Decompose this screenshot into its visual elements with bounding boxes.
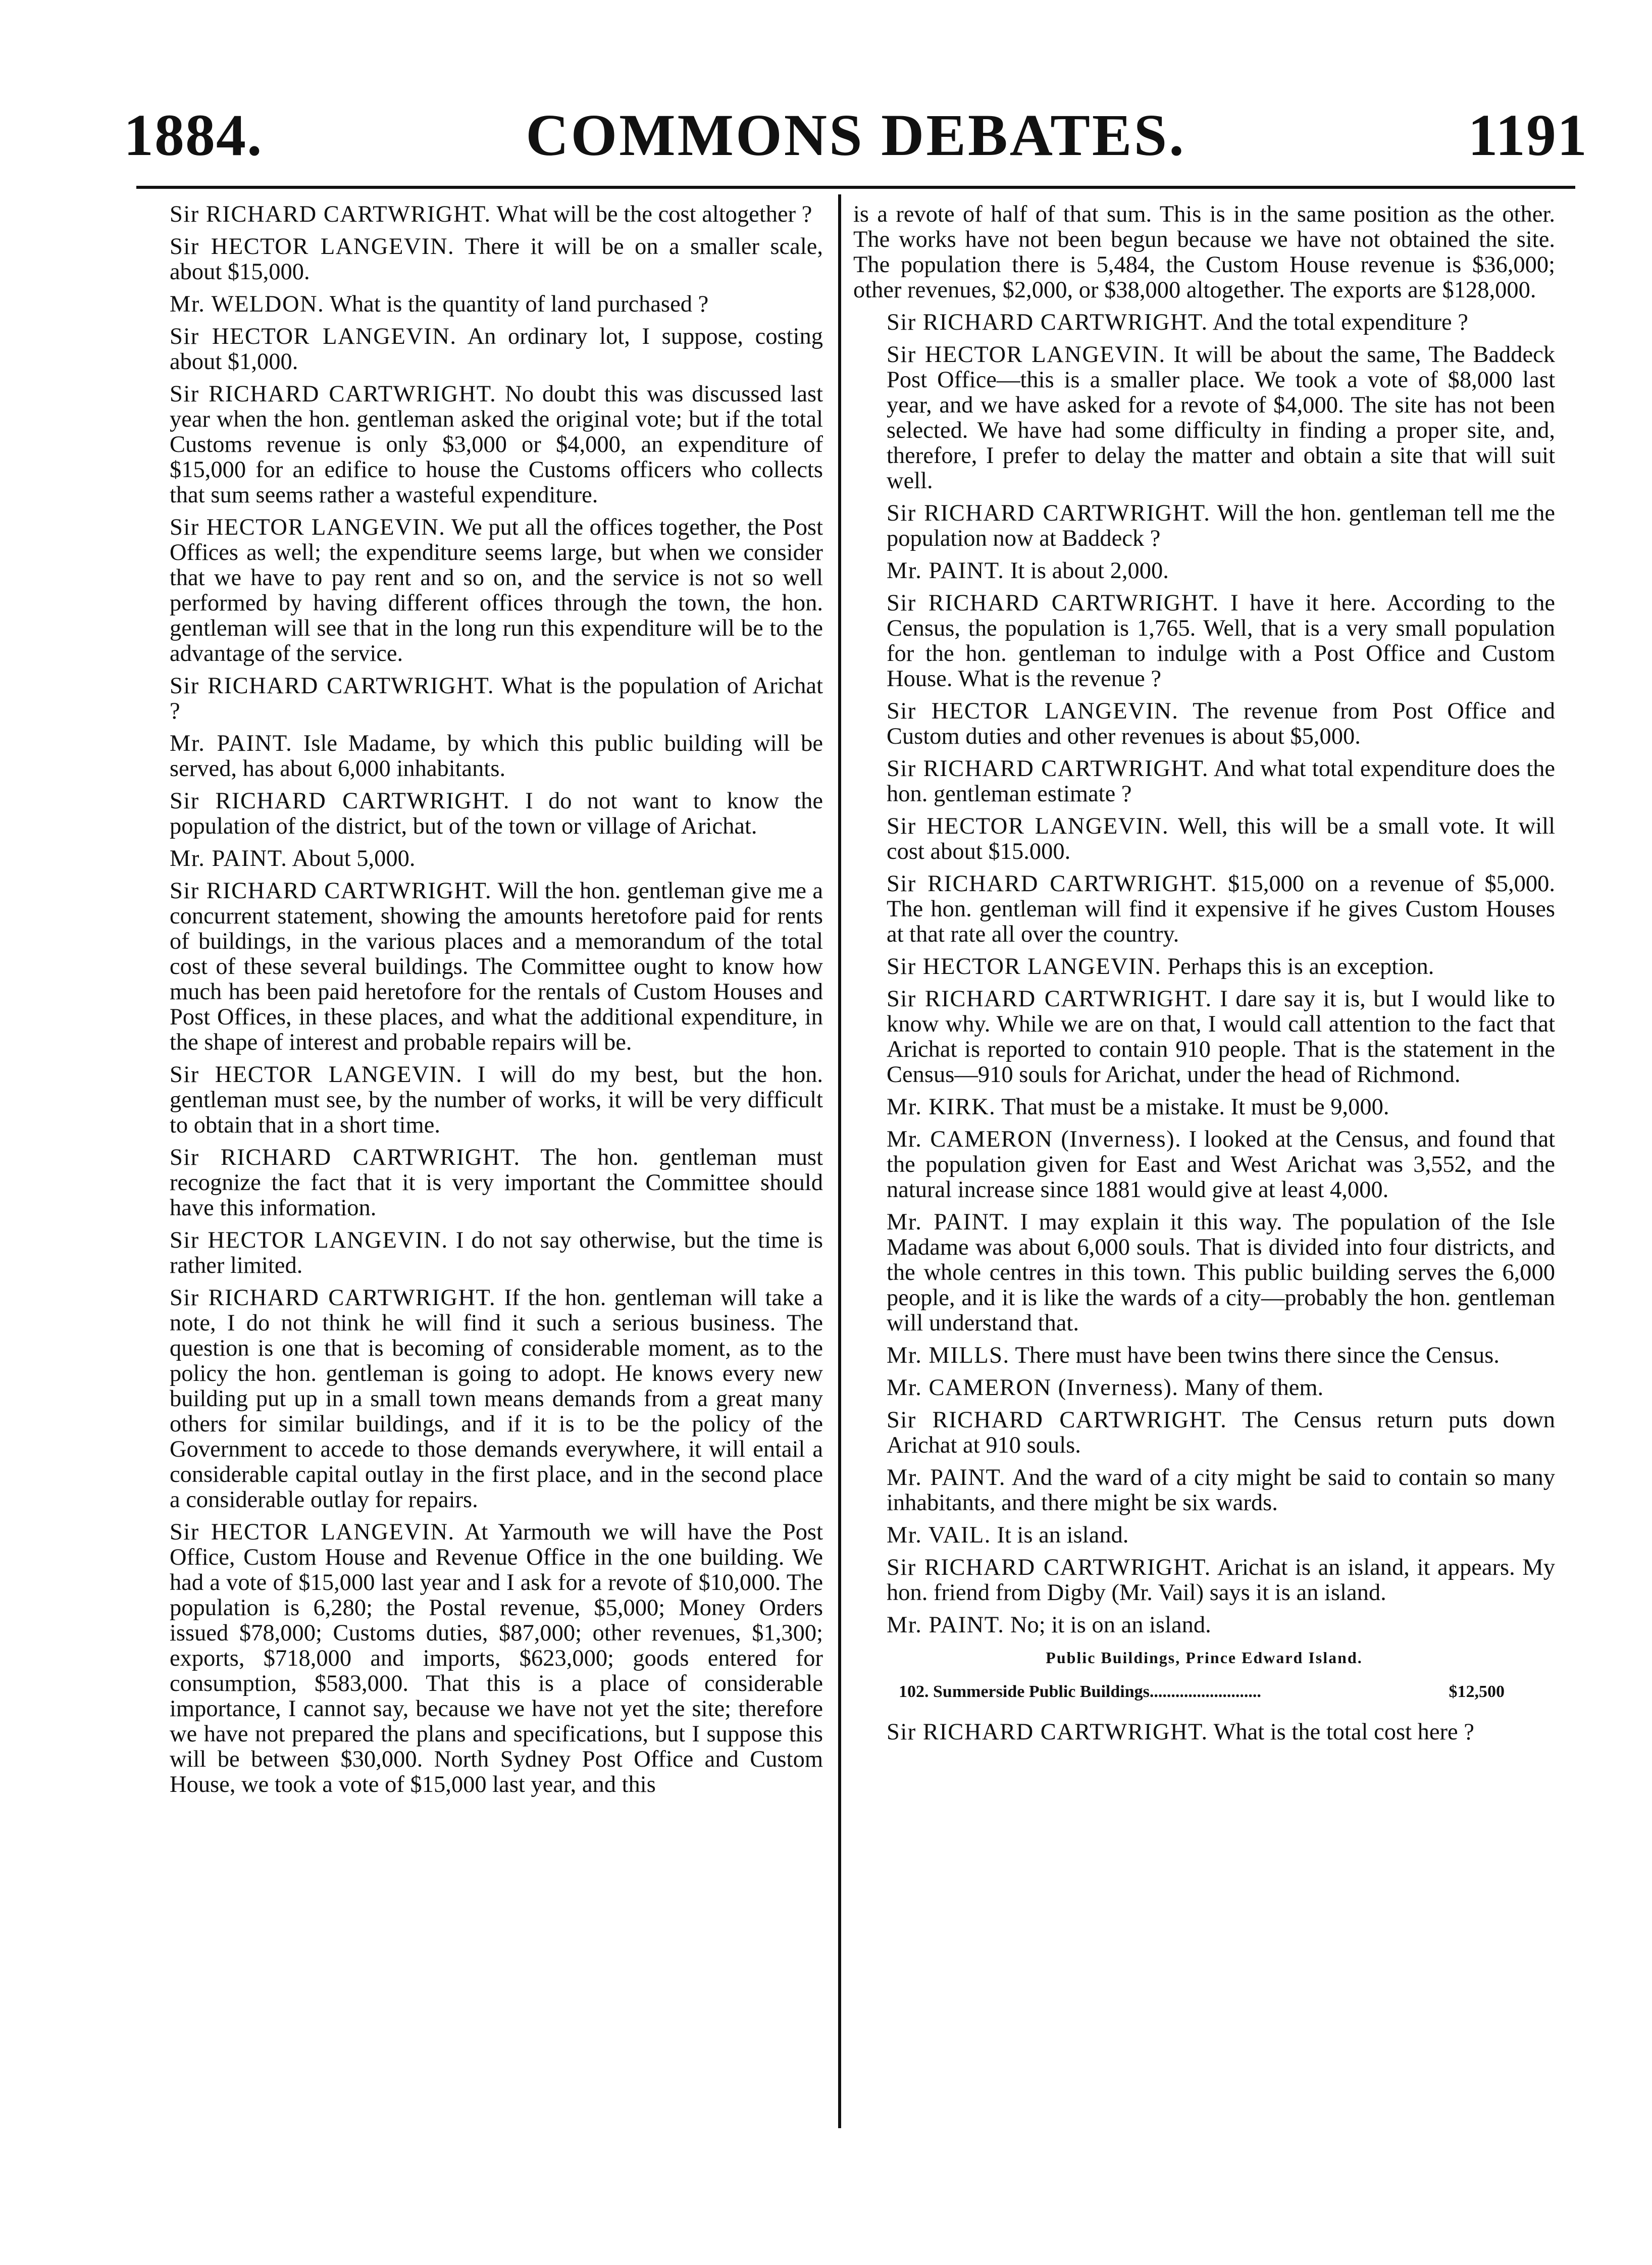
- speech-paragraph: [136, 1062, 823, 1138]
- speech-text: $15,000 on a revenue of $5,000. The hon. gentleman will find it expensive if he gives Custom Houses at that rate all over the country.: [887, 871, 1556, 947]
- speech-paragraph: [853, 1375, 1555, 1401]
- header-year: 1884.: [124, 102, 263, 168]
- speech-text: I do not want to know the population of the district, but of the town or village of Arichat.: [170, 788, 823, 839]
- speech-text: If the hon. gentleman will take a note, I do not think he will find it such a serious business. The question is one that is becoming of considerable moment, as to the policy the hon. gentleman is going to adopt. He knows every new building put up in a small town means demands from a great many others for similar buildings, and if it is to be the policy of the Government to accede to those demands everywhere, it will entail a considerable capital outlay in the first place, and in the second place a considerable outlay for repairs.: [170, 1285, 823, 1513]
- right-column-paragraphs: [853, 202, 1555, 1638]
- speech-paragraph: [853, 1613, 1555, 1638]
- right-column: [853, 202, 1555, 1752]
- speech-paragraph: [853, 310, 1555, 335]
- speech-paragraph: [853, 1523, 1555, 1548]
- speaker-name: Mr. MILLS.: [887, 1343, 1010, 1368]
- speech-paragraph: [853, 1408, 1555, 1458]
- speech-text: Will the hon. gentleman tell me the population now at Baddeck ?: [887, 500, 1555, 551]
- speech-paragraph: [136, 731, 823, 782]
- speech-text: is a revote of half of that sum. This is in the same position as the other. The works have not been begun because we have not obtained the site. The population there is 5,484, the Custom House revenue is $36,000; other revenues, $2,000, or $38,000 altogether. The exports are $128,000.: [853, 201, 1555, 303]
- speaker-name: Sir RICHARD CARTWRIGHT.: [887, 1407, 1227, 1433]
- speech-text: Many of them.: [1184, 1375, 1324, 1401]
- header-rule: [136, 186, 1575, 189]
- speaker-name: Sir HECTOR LANGEVIN.: [170, 1227, 448, 1253]
- speech-paragraph: [136, 846, 823, 871]
- speech-paragraph: [853, 1210, 1555, 1336]
- speaker-name: Sir HECTOR LANGEVIN.: [887, 813, 1169, 839]
- speech-paragraph: [136, 382, 823, 508]
- speech-text: The revenue from Post Office and Custom duties and other revenues is about $5,000.: [887, 698, 1555, 749]
- speech-paragraph: [853, 501, 1555, 551]
- column-divider: [838, 194, 841, 2128]
- speech-paragraph: [853, 558, 1555, 584]
- speech-text: Well, this will be a small vote. It will cost about $15.000.: [887, 813, 1555, 864]
- speaker-name: Sir RICHARD CARTWRIGHT.: [170, 878, 492, 904]
- speech-paragraph: [853, 342, 1555, 494]
- speech-paragraph: [136, 1520, 823, 1797]
- speech-paragraph: [853, 202, 1555, 303]
- speaker-name: Sir RICHARD CARTWRIGHT.: [887, 1719, 1208, 1745]
- speaker-name: Mr. CAMERON (Inverness).: [887, 1375, 1179, 1401]
- speech-text: What is the population of Arichat ?: [170, 673, 823, 724]
- speaker-name: Sir RICHARD CARTWRIGHT.: [887, 1555, 1211, 1580]
- speech-text: An ordinary lot, I suppose, costing about $1,000.: [170, 324, 823, 375]
- speech-text: I have it here. According to the Census, the population is 1,765. Well, that is a very small population for the hon. gentleman to indulge with a Post Office and Custom House. What is the revenue ?: [887, 590, 1555, 692]
- speech-paragraph: [853, 1465, 1555, 1516]
- speaker-name: Sir RICHARD CARTWRIGHT.: [170, 1285, 496, 1311]
- budget-item-amount: $12,500: [1449, 1682, 1505, 1701]
- speech-text: I dare say it is, but I would like to know why. While we are on that, I would call attention to the fact that Arichat is reported to contain 910 people. That is the statement in the Census—910 souls for Arichat, under the head of Richmond.: [887, 986, 1556, 1088]
- section-heading: Public Buildings, Prince Edward Island.: [1046, 1649, 1363, 1667]
- speech-paragraph: [853, 1095, 1555, 1120]
- speech-text: I will do my best, but the hon. gentleman must see, by the number of works, it will be very difficult to obtain that in a short time.: [170, 1062, 823, 1138]
- speaker-name: Sir RICHARD CARTWRIGHT.: [170, 1145, 521, 1170]
- speaker-name: Mr. CAMERON (Inverness).: [887, 1126, 1182, 1152]
- speaker-name: Mr. KIRK.: [887, 1094, 996, 1120]
- speech-paragraph: [853, 987, 1555, 1088]
- speaker-name: Sir RICHARD CARTWRIGHT.: [170, 788, 510, 814]
- speech-text: There must have been twins there since the Census.: [1015, 1343, 1500, 1368]
- left-column: [136, 202, 823, 1805]
- speech-text: And the total expenditure ?: [1212, 310, 1468, 335]
- speech-paragraph: [853, 1555, 1555, 1606]
- speech-text: Arichat is an island, it appears. My hon. friend from Digby (Mr. Vail) says it is an island.: [887, 1555, 1556, 1606]
- speech-paragraph: [136, 202, 823, 227]
- speech-paragraph: [136, 1228, 823, 1278]
- speech-paragraph: [853, 871, 1555, 947]
- speech-text: And the ward of a city might be said to contain so many inhabitants, and there might be six wards.: [887, 1465, 1555, 1516]
- budget-item-label: 102. Summerside Public Buildings..........................: [899, 1682, 1261, 1701]
- speech-paragraph: [136, 1285, 823, 1513]
- speaker-name: Mr. PAINT.: [170, 731, 293, 756]
- speaker-name: Sir RICHARD CARTWRIGHT.: [887, 756, 1209, 782]
- speech-paragraph: [136, 1145, 823, 1221]
- speech-text: The Census return puts down Arichat at 910 souls.: [887, 1407, 1555, 1458]
- speech-text: I may explain it this way. The population of the Isle Madame was about 6,000 souls. That is divided into four districts, and the whole centres in this town. This public building serves the 6,000 people, and it is like the wards of a city—probably the hon. gentleman will understand that.: [887, 1209, 1555, 1336]
- speaker-name: Sir HECTOR LANGEVIN.: [170, 324, 457, 349]
- speech-paragraph: [853, 954, 1555, 980]
- speech-paragraph: [136, 515, 823, 666]
- speech-paragraph: [853, 756, 1555, 807]
- speech-paragraph: [136, 789, 823, 839]
- speaker-name: Sir HECTOR LANGEVIN.: [887, 954, 1162, 980]
- speaker-name: Sir HECTOR LANGEVIN.: [887, 342, 1166, 368]
- speech-text: We put all the offices together, the Post Offices as well; the expenditure seems large, but when we consider that we have to pay rent and so on, and the service is not so well performed by having different offices through the town, the hon. gentleman will see that in the long run this expenditure will be to the advantage of the service.: [170, 514, 823, 666]
- speaker-name: Mr. VAIL.: [887, 1522, 991, 1548]
- speaker-name: Mr. PAINT.: [170, 846, 288, 871]
- speech-paragraph: [853, 591, 1555, 692]
- speech-text: Will the hon. gentleman give me a concurrent statement, showing the amounts heretofore paid for rents of buildings, in the various places and a memorandum of the total cost of these several buildings. The Committee ought to know how much has been paid heretofore for the rentals of Custom Houses and Post Offices, in these places, and what the additional expenditure, in the shape of interest and probable repairs will be.: [170, 878, 823, 1055]
- speech-paragraph: [853, 699, 1555, 749]
- speech-paragraph: [853, 1343, 1555, 1368]
- header-title: COMMONS DEBATES.: [526, 102, 1186, 168]
- speech-text: I looked at the Census, and found that the population given for East and West Arichat was 3,552, and the natural increase since 1881 would give at least 4,000.: [887, 1126, 1556, 1203]
- speaker-name: Sir HECTOR LANGEVIN.: [170, 234, 455, 260]
- speaker-name: Mr. PAINT.: [887, 1209, 1010, 1235]
- speaker-name: Sir RICHARD CARTWRIGHT.: [887, 986, 1212, 1012]
- speaker-name: Sir RICHARD CARTWRIGHT.: [887, 500, 1211, 526]
- header-page-number: 1191: [1468, 102, 1588, 168]
- speech-text: There it will be on a smaller scale, about $15,000.: [170, 234, 823, 285]
- speech-text: It will be about the same, The Baddeck Post Office—this is a smaller place. We took a vote of $8,000 last year, and we have asked for a revote of $4,000. The site has not been selected. We have had some difficulty in finding a proper site, and, therefore, I prefer to delay the matter and obtain a site that will suit well.: [887, 342, 1555, 494]
- speaker-name: Sir HECTOR LANGEVIN.: [170, 1062, 463, 1088]
- speech-paragraph: [136, 879, 823, 1055]
- speaker-name: Mr. PAINT.: [887, 1612, 1005, 1638]
- speech-text: What will be the cost altogether ?: [496, 201, 812, 227]
- speech-text: The hon. gentleman must recognize the fact that it is very important the Committee should have this information.: [170, 1145, 823, 1221]
- speaker-name: Sir RICHARD CARTWRIGHT.: [170, 673, 494, 699]
- speaker-name: Mr. PAINT.: [887, 558, 1005, 584]
- speech-text: What is the total cost here ?: [1213, 1719, 1474, 1745]
- running-head: [124, 101, 1588, 172]
- speaker-name: Sir RICHARD CARTWRIGHT.: [887, 590, 1219, 616]
- speech-text: It is about 2,000.: [1010, 558, 1169, 584]
- speaker-name: Sir RICHARD CARTWRIGHT.: [170, 381, 497, 407]
- speech-paragraph: [136, 292, 823, 317]
- speech-text: It is an island.: [997, 1522, 1129, 1548]
- speaker-name: Sir HECTOR LANGEVIN.: [170, 514, 446, 540]
- speech-paragraph: [853, 1127, 1555, 1203]
- speaker-name: Sir RICHARD CARTWRIGHT.: [887, 310, 1208, 335]
- speaker-name: Mr. WELDON.: [170, 291, 325, 317]
- speech-text: That must be a mistake. It must be 9,000.: [1001, 1094, 1389, 1120]
- budget-item: [853, 1679, 1555, 1705]
- speech-text: About 5,000.: [292, 846, 416, 871]
- speech-text: And what total expenditure does the hon. gentleman estimate ?: [887, 756, 1556, 807]
- closing-paragraph: [853, 1720, 1555, 1745]
- speech-text: What is the quantity of land purchased ?: [330, 291, 709, 317]
- speech-text: Perhaps this is an exception.: [1167, 954, 1434, 980]
- speech-paragraph: [853, 814, 1555, 864]
- speaker-name: Sir HECTOR LANGEVIN.: [887, 698, 1179, 724]
- speech-text: No doubt this was discussed last year when the hon. gentleman asked the original vote; but if the total Customs revenue is only $3,000 or $4,000, an expenditure of $15,000 for an edifice to house the Customs officers who collects that sum seems rather a wasteful expenditure.: [170, 381, 823, 508]
- speaker-name: Sir RICHARD CARTWRIGHT.: [887, 871, 1218, 897]
- speech-text: Isle Madame, by which this public building will be served, has about 6,000 inhabitants.: [170, 731, 823, 782]
- speech-text: At Yarmouth we will have the Post Office, Custom House and Revenue Office in the one building. We had a vote of $15,000 last year and I ask for a revote of $10,000. The population is 6,280; the Postal revenue, $5,000; Money Orders issued $78,000; Customs duties, $87,000; other revenues, $1,300; exports, $718,000 and imports, $623,000; goods entered for consumption, $583,000. That this is a place of considerable importance, I cannot say, because we have not yet the site; therefore we have not prepared the plans and specifications, but I suppose this will be between $30,000. North Sydney Post Office and Custom House, we took a vote of $15,000 last year, and this: [170, 1519, 823, 1797]
- speech-paragraph: [136, 234, 823, 285]
- speaker-name: Sir HECTOR LANGEVIN.: [170, 1519, 455, 1545]
- speech-paragraph: [136, 324, 823, 375]
- speech-text: I do not say otherwise, but the time is rather limited.: [170, 1227, 823, 1278]
- speech-paragraph: [136, 674, 823, 724]
- speaker-name: Sir RICHARD CARTWRIGHT.: [170, 201, 491, 227]
- speaker-name: Mr. PAINT.: [887, 1465, 1006, 1490]
- speech-text: No; it is on an island.: [1010, 1612, 1211, 1638]
